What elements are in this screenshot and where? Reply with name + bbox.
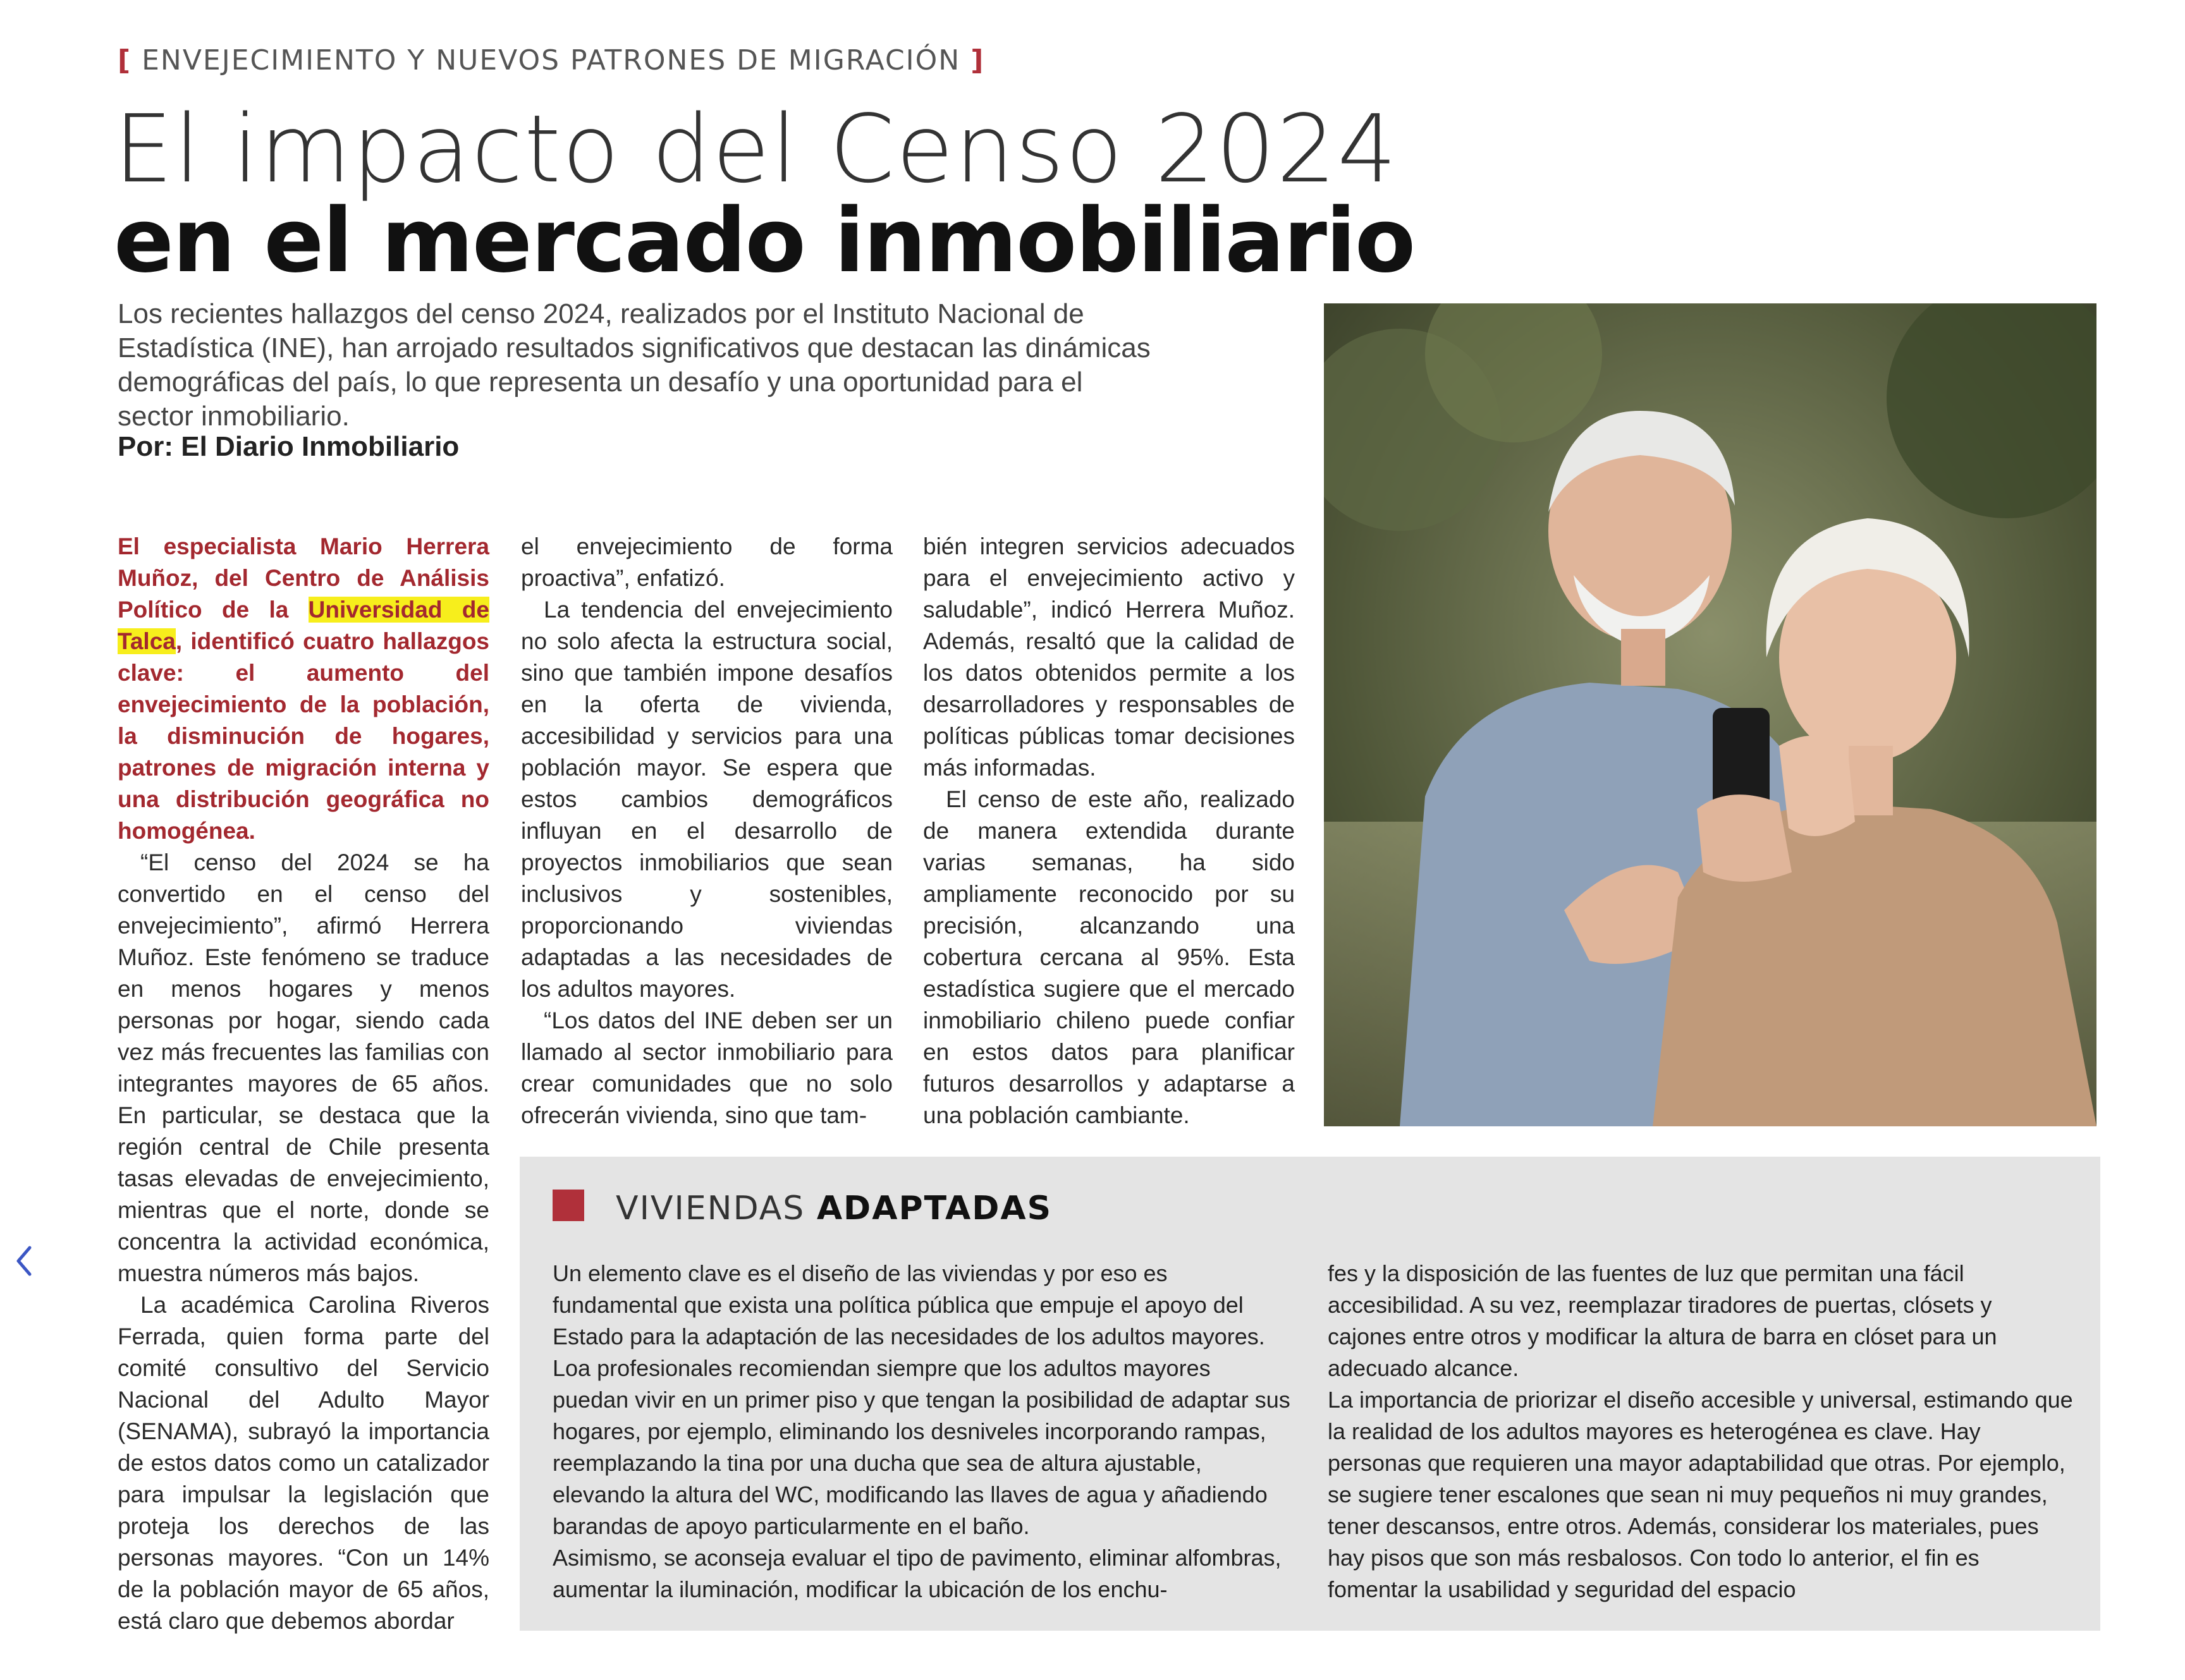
kicker-bracket-open: [ bbox=[118, 44, 132, 76]
paragraph: “El censo del 2024 se ha convertido en el censo del envejecimiento”, afirmó Herrera Muñoz. Este fenómeno se traduce en menos hogares y menos personas por hogar, siendo cada vez más frecuentes las familias con integrantes mayores de 65 años. En particular, se destaca que la región central de Chile presenta tasas elevadas de envejecimiento, mientras que el norte, donde se concentra la actividad económica, muestra números más bajos. bbox=[118, 849, 489, 1286]
headline-line-1: El impacto del Censo 2024 bbox=[114, 95, 1399, 204]
sidebar-title bbox=[616, 1190, 1052, 1227]
article-column-1 bbox=[118, 531, 489, 1637]
headline-line-2: en el mercado inmobiliario bbox=[114, 190, 1415, 293]
section-kicker bbox=[118, 44, 984, 76]
sidebar-column-1 bbox=[553, 1258, 1292, 1605]
article-photo bbox=[1324, 303, 2096, 1126]
article-lead: Los recientes hallazgos del censo 2024, realizados por el Instituto Nacional de Estadística (INE), han arrojado resultados significativos que destacan las dinámicas demográficas del país, lo que representa un desafío y una oportunidad para el sector inmobiliario. bbox=[118, 298, 1151, 432]
sidebar-title-light: VIVIENDAS bbox=[616, 1190, 805, 1227]
intro-paragraph bbox=[118, 531, 489, 847]
paragraph: bién integren servicios adecuados para el envejecimiento activo y saludable”, indicó Herrera Muñoz. Además, resaltó que la calidad de los datos obtenidos permite a los desarrolladores y responsables de políticas públicas tomar decisiones más informadas. bbox=[923, 533, 1295, 781]
intro-text-before: El especialista Mario Herrera Muñoz, del Centro de Análisis Político de la bbox=[118, 533, 489, 623]
kicker-bracket-close: ] bbox=[970, 44, 985, 76]
paragraph: el envejecimiento de forma proactiva”, enfatizó. bbox=[521, 533, 893, 591]
sidebar-paragraph: Loa profesionales recomiendan siempre que los adultos mayores puedan vivir en un primer piso y que tengan la posibilidad de adaptar sus hogares, por ejemplo, eliminando los desniveles incorporando rampas, reemplazando la tina por una ducha que sea de altura ajustable, elevando la altura del WC, modificando las llaves de agua y añadiendo barandas de apoyo particularmente en el baño. bbox=[553, 1355, 1290, 1539]
article-column-3 bbox=[923, 531, 1295, 1131]
paragraph: El censo de este año, realizado de manera extendida durante varias semanas, ha sido ampliamente reconocido por su precisión, alcanzando una cobertura cercana al 95%. Esta estadística sugiere que el mercado inmobiliario chileno puede confiar en estos datos para planificar futuros desarrollos y adaptarse a una población cambiante. bbox=[923, 786, 1295, 1128]
highlighted-text: Universidad de Talca bbox=[118, 597, 489, 654]
paragraph: La académica Carolina Riveros Ferrada, quien forma parte del comité consultivo del Servicio Nacional del Adulto Mayor (SENAMA), subrayó la importancia de estos datos como un catalizador para impulsar la legislación que proteja los derechos de las personas mayores. “Con un 14% de la población mayor de 65 años, está claro que debemos abordar bbox=[118, 1292, 489, 1634]
paragraph: La tendencia del envejecimiento no solo afecta la estructura social, sino que también impone desafíos en la oferta de vivienda, accesibilidad y servicios para una población mayor. Se espera que estos cambios demográficos influyan en el desarrollo de proyectos inmobiliarios que sean inclusivos y sostenibles, proporcionando viviendas adaptadas a las necesidades de los adultos mayores. bbox=[521, 597, 893, 1002]
sidebar-paragraph: Asimismo, se aconseja evaluar el tipo de pavimento, eliminar alfombras, aumentar la iluminación, modificar la ubicación de los enchu- bbox=[553, 1545, 1282, 1602]
sidebar-paragraph: fes y la disposición de las fuentes de luz que permitan una fácil accesibilidad. A su vez, reemplazar tiradores de puertas, clósets y cajones entre otros y modificar la altura de barra en clóset para un adecuado alcance. bbox=[1328, 1260, 1997, 1381]
sidebar-accent-square bbox=[553, 1190, 584, 1221]
chevron-left-icon bbox=[15, 1245, 34, 1277]
article-column-2 bbox=[521, 531, 893, 1131]
intro-text-after: , identificó cuatro hallazgos clave: el aumento del envejecimiento de la población, la disminución de hogares, patrones de migración interna y una distribución geográfica no homogénea. bbox=[118, 628, 489, 844]
previous-page-button[interactable] bbox=[6, 1239, 42, 1283]
sidebar-column-2 bbox=[1328, 1258, 2074, 1605]
sidebar-box bbox=[520, 1157, 2100, 1631]
paragraph: “Los datos del INE deben ser un llamado al sector inmobiliario para crear comunidades que no solo ofrecerán vivienda, sino que tam- bbox=[521, 1007, 893, 1128]
sidebar-paragraph: La importancia de priorizar el diseño accesible y universal, estimando que la realidad de los adultos mayores es heterogénea es clave. Hay personas que requieren una mayor adaptabilidad que otras. Por ejemplo, se sugiere tener escalones que sean ni muy pequeños ni muy grandes, tener descansos, entre otros. Además, considerar los materiales, pues hay pisos que son más resbalosos. Con todo lo anterior, el fin es fomentar la usabilidad y seguridad del espacio bbox=[1328, 1387, 2073, 1602]
sidebar-paragraph: Un elemento clave es el diseño de las viviendas y por eso es fundamental que exista una política pública que empuje el apoyo del Estado para la adaptación de las necesidades de los adultos mayores. bbox=[553, 1260, 1265, 1349]
kicker-text: ENVEJECIMIENTO Y NUEVOS PATRONES DE MIGRACIÓN bbox=[142, 44, 961, 76]
sidebar-title-bold: ADAPTADAS bbox=[816, 1190, 1053, 1227]
byline: Por: El Diario Inmobiliario bbox=[118, 431, 460, 462]
